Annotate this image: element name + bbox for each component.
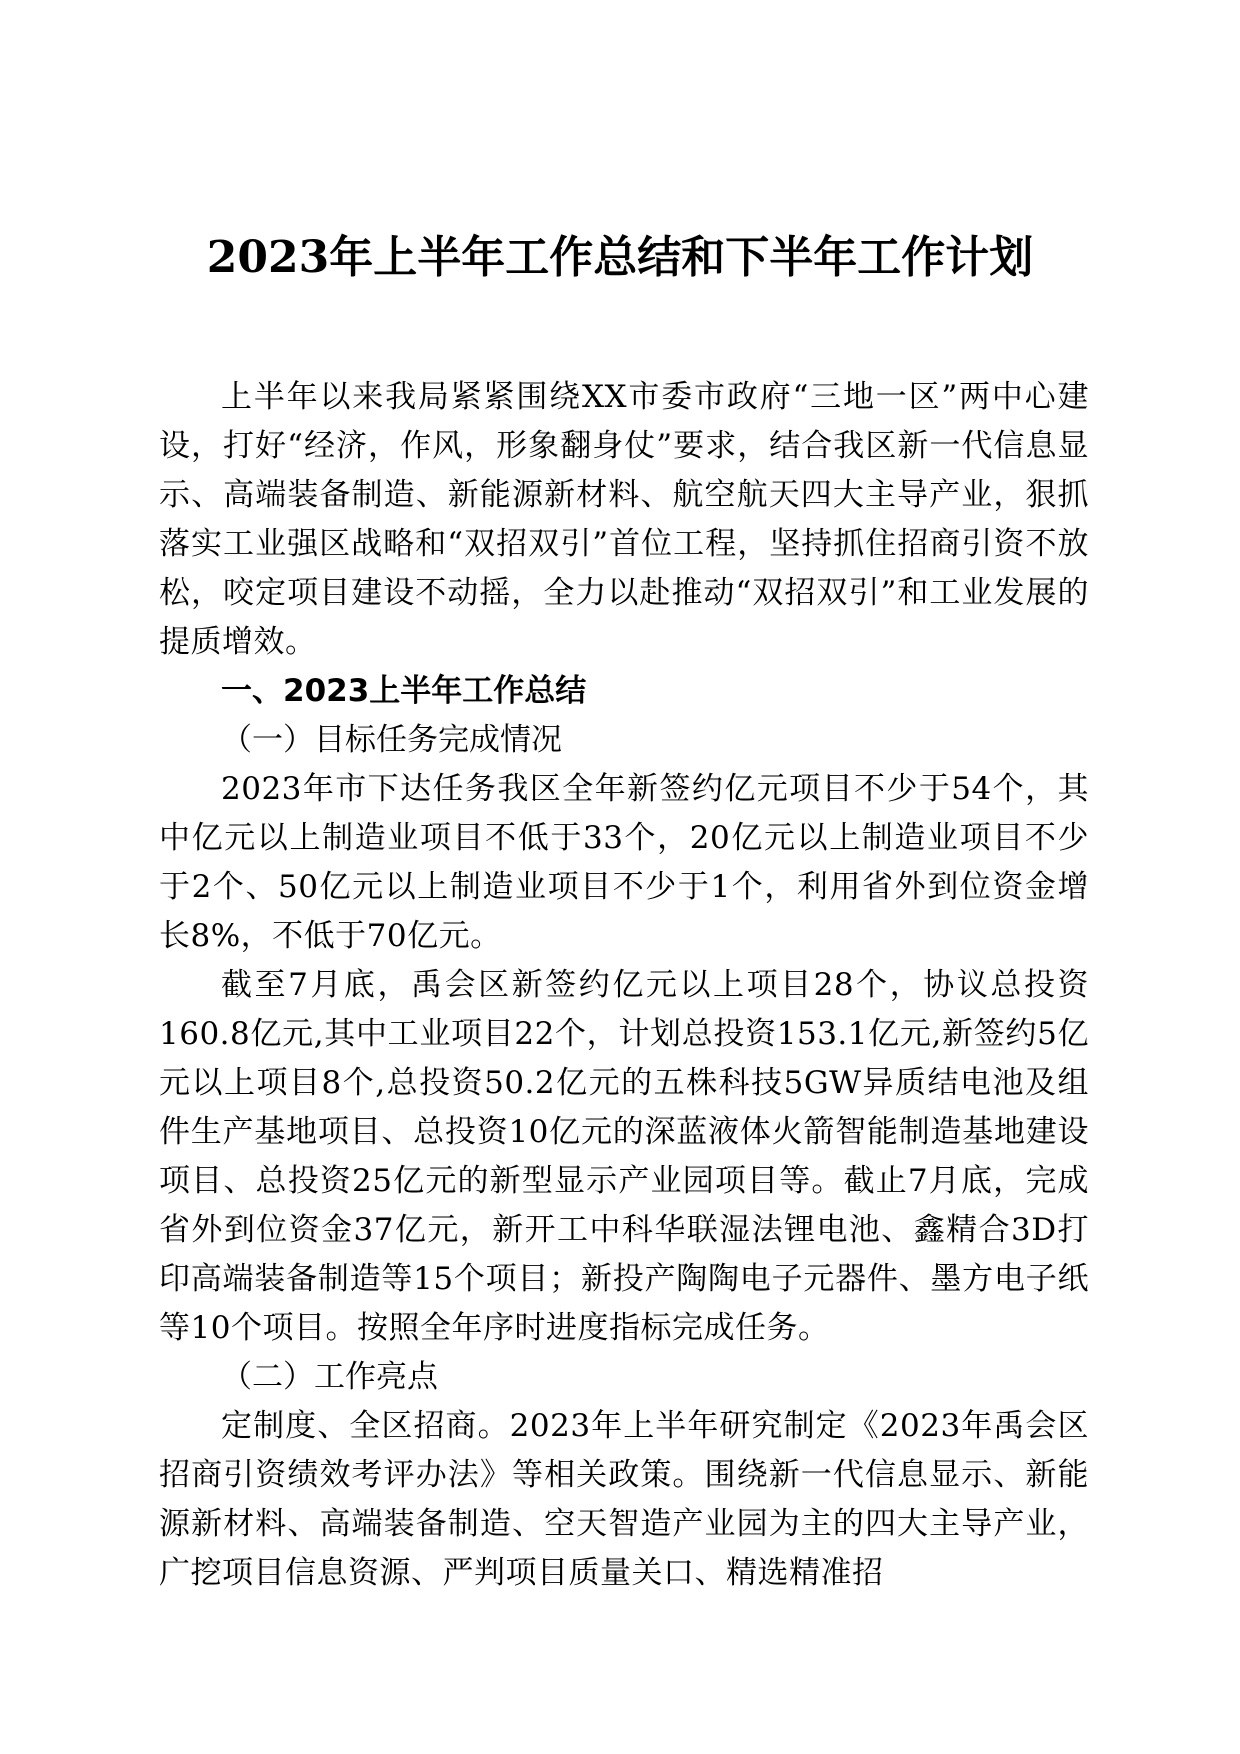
subsection-heading-highlights: （二）工作亮点	[221, 1359, 438, 1395]
document-body	[159, 373, 1089, 1598]
targets-paragraph-1: 2023年市下达任务我区全年新签约亿元项目不少于54个，其中亿元以上制造业项目不低于33个，20亿元以上制造业项目不少于2个、50亿元以上制造业项目不少于1个，利用省外到位资金增长8%，不低于70亿元。	[159, 771, 1089, 954]
targets-paragraph-2: 截至7月底，禹会区新签约亿元以上项目28个，协议总投资160.8亿元,其中工业项目22个，计划总投资153.1亿元,新签约5亿元以上项目8个,总投资50.2亿元的五株科技5GW异质结电池及组件生产基地项目、总投资10亿元的深蓝液体火箭智能制造基地建设项目、总投资25亿元的新型显示产业园项目等。截止7月底，完成省外到位资金37亿元，新开工中科华联湿法锂电池、鑫精合3D打印高端装备制造等15个项目；新投产陶陶电子元器件、墨方电子纸等10个项目。按照全年序时进度指标完成任务。	[159, 967, 1089, 1346]
highlights-paragraph-1: 定制度、全区招商。2023年上半年研究制定《2023年禹会区招商引资绩效考评办法》等相关政策。围绕新一代信息显示、新能源新材料、高端装备制造、空天智造产业园为主的四大主导产业，广挖项目信息资源、严判项目质量关口、精选精准招	[159, 1408, 1089, 1591]
document-title: 2023年上半年工作总结和下半年工作计划	[206, 232, 1034, 283]
section-heading-summary: 一、2023上半年工作总结	[221, 673, 587, 709]
subsection-heading-targets: （一）目标任务完成情况	[221, 722, 562, 758]
intro-paragraph: 上半年以来我局紧紧围绕XX市委市政府“三地一区”两中心建设，打好“经济，作风，形象翻身仗”要求，结合我区新一代信息显示、高端装备制造、新能源新材料、航空航天四大主导产业，狠抓落实工业强区战略和“双招双引”首位工程，坚持抓住招商引资不放松，咬定项目建设不动摇，全力以赴推动“双招双引”和工业发展的提质增效。	[159, 379, 1089, 660]
